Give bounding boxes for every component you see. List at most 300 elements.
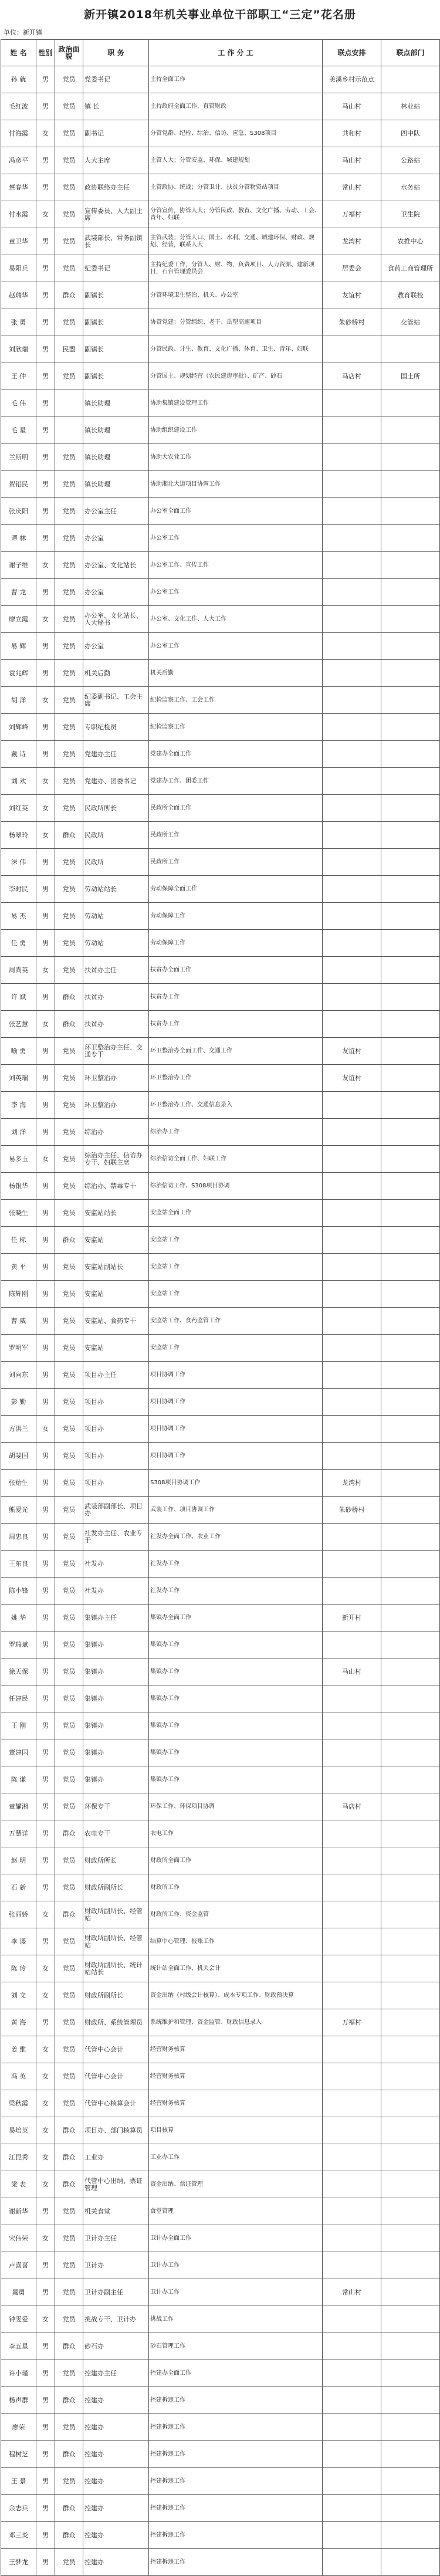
- table-row: [1, 1497, 440, 1524]
- liaison-point-cell: [323, 2414, 381, 2441]
- table-row: [1, 498, 440, 525]
- position-cell: 控建办: [83, 2414, 149, 2441]
- page-title: 新开镇2018年机关事业单位干部职工“三定”花名册: [84, 8, 356, 21]
- work-division-cell: 分管国土、规划经营（农民建房审批）、矿产、砂石: [149, 363, 323, 390]
- gender-cell: 男: [36, 1308, 55, 1335]
- gender-cell: 女: [36, 2117, 55, 2144]
- gender-cell: 男: [36, 1847, 55, 1874]
- work-division-cell: 系统维护和管理、资金监管、财政信息录入: [149, 2009, 323, 2036]
- political-status-cell: [55, 390, 83, 417]
- name-cell: 万慧详: [1, 1820, 36, 1847]
- position-cell: 社发办: [83, 1551, 149, 1578]
- liaison-point-cell: [323, 633, 381, 660]
- table-row: [1, 1119, 440, 1146]
- table-row: [1, 1578, 440, 1605]
- political-status-cell: 党员: [55, 444, 83, 471]
- gender-cell: 男: [36, 228, 55, 255]
- political-status-cell: 党员: [55, 1605, 83, 1631]
- liaison-department-cell: [381, 822, 440, 849]
- work-division-cell: 社发办工作: [149, 1551, 323, 1578]
- table-row: [1, 1847, 440, 1874]
- name-cell: 付水霞: [1, 201, 36, 228]
- work-division-cell: 劳动保障工作: [149, 930, 323, 957]
- political-status-cell: 党员: [55, 471, 83, 498]
- liaison-point-cell: [323, 903, 381, 930]
- name-cell: 赵 明: [1, 1847, 36, 1874]
- position-cell: 财政所副所长、统计站站长: [83, 1955, 149, 1982]
- liaison-department-cell: [381, 552, 440, 579]
- position-cell: 安监站站长: [83, 1200, 149, 1227]
- gender-cell: 女: [36, 120, 55, 147]
- table-row: [1, 1928, 440, 1955]
- gender-cell: 女: [36, 768, 55, 795]
- work-division-cell: 党建办工作、团委工作: [149, 768, 323, 795]
- name-cell: 方洪兰: [1, 1416, 36, 1443]
- gender-cell: 男: [36, 93, 55, 120]
- table-row: [1, 2252, 440, 2279]
- liaison-point-cell: [323, 741, 381, 768]
- position-cell: 办公室、文化站长、人大秘书: [83, 606, 149, 633]
- political-status-cell: 党员: [55, 2360, 83, 2387]
- liaison-department-cell: [381, 1793, 440, 1820]
- gender-cell: 男: [36, 1820, 55, 1847]
- liaison-point-cell: [323, 1739, 381, 1766]
- liaison-department-cell: [381, 984, 440, 1011]
- liaison-point-cell: [323, 984, 381, 1011]
- name-cell: 邓三炎: [1, 2522, 36, 2549]
- liaison-department-cell: [381, 1362, 440, 1389]
- liaison-department-cell: [381, 2495, 440, 2522]
- liaison-department-cell: [381, 417, 440, 444]
- name-cell: 周忠良: [1, 1524, 36, 1551]
- position-cell: 机关后勤: [83, 660, 149, 687]
- political-status-cell: 党员: [55, 93, 83, 120]
- position-cell: 扶贫办: [83, 984, 149, 1011]
- liaison-point-cell: 友谊村: [323, 282, 381, 309]
- name-cell: 刘 洋: [1, 1119, 36, 1146]
- liaison-point-cell: [323, 2468, 381, 2495]
- table-row: [1, 1874, 440, 1901]
- liaison-department-cell: [381, 1443, 440, 1470]
- position-cell: 控建办主任: [83, 2360, 149, 2387]
- liaison-department-cell: [381, 687, 440, 714]
- gender-cell: 男: [36, 255, 55, 282]
- liaison-point-cell: [323, 687, 381, 714]
- work-division-cell: 项目协调工作: [149, 1362, 323, 1389]
- table-row: [1, 1362, 440, 1389]
- liaison-department-cell: 四中队: [381, 120, 440, 147]
- liaison-department-cell: [381, 2414, 440, 2441]
- work-division-cell: 工业办工作: [149, 2144, 323, 2171]
- name-cell: 曹 龙: [1, 579, 36, 606]
- political-status-cell: 群众: [55, 2387, 83, 2414]
- liaison-point-cell: [323, 498, 381, 525]
- work-division-cell: 社发办全面工作、农业工作: [149, 1524, 323, 1551]
- liaison-point-cell: [323, 1362, 381, 1389]
- political-status-cell: 党员: [55, 1146, 83, 1173]
- work-division-cell: 集镇办工作: [149, 1766, 323, 1793]
- work-division-cell: 集镇办工作: [149, 1631, 323, 1658]
- political-status-cell: 群众: [55, 822, 83, 849]
- name-cell: 陈小锋: [1, 1578, 36, 1605]
- liaison-department-cell: 国土所: [381, 363, 440, 390]
- political-status-cell: 党员: [55, 1766, 83, 1793]
- liaison-point-cell: 朱砂桥村: [323, 309, 381, 336]
- position-cell: 纪委副书记、工会主席: [83, 687, 149, 714]
- table-row: [1, 768, 440, 795]
- table-row: [1, 822, 440, 849]
- liaison-point-cell: [323, 2198, 381, 2225]
- table-row: [1, 93, 440, 120]
- gender-cell: 男: [36, 1605, 55, 1631]
- liaison-department-cell: [381, 1847, 440, 1874]
- liaison-point-cell: [323, 2090, 381, 2117]
- work-division-cell: 食堂管理: [149, 2198, 323, 2225]
- name-cell: 熊爱光: [1, 1497, 36, 1524]
- name-cell: 冯 英: [1, 2063, 36, 2090]
- header-row: [1, 40, 440, 66]
- liaison-department-cell: [381, 903, 440, 930]
- table-row: [1, 2333, 440, 2360]
- table-row: [1, 1092, 440, 1119]
- gender-cell: 男: [36, 1793, 55, 1820]
- gender-cell: 女: [36, 1901, 55, 1928]
- gender-cell: 男: [36, 1443, 55, 1470]
- liaison-point-cell: [323, 2144, 381, 2171]
- liaison-point-cell: [323, 1335, 381, 1362]
- gender-cell: 男: [36, 282, 55, 309]
- gender-cell: 女: [36, 795, 55, 822]
- liaison-department-cell: [381, 2333, 440, 2360]
- position-cell: 扶贫办主任: [83, 957, 149, 984]
- gender-cell: 男: [36, 2414, 55, 2441]
- work-division-cell: 财政所全面工作: [149, 1847, 323, 1874]
- name-cell: 胡斐国: [1, 1443, 36, 1470]
- name-cell: 易多玉: [1, 1146, 36, 1173]
- liaison-point-cell: [323, 2306, 381, 2333]
- position-cell: 党委书记: [83, 66, 149, 93]
- political-status-cell: 党员: [55, 1335, 83, 1362]
- header-liaison-point: 联点安排: [323, 40, 381, 66]
- position-cell: 镇长助理: [83, 417, 149, 444]
- gender-cell: 男: [36, 1578, 55, 1605]
- liaison-department-cell: [381, 2171, 440, 2198]
- position-cell: 挑战专干、卫计办: [83, 2306, 149, 2333]
- liaison-point-cell: 友谊村: [323, 1065, 381, 1092]
- work-division-cell: 党建办全面工作: [149, 741, 323, 768]
- table-row: [1, 174, 440, 201]
- political-status-cell: 党员: [55, 2414, 83, 2441]
- work-division-cell: 项目核算: [149, 2117, 323, 2144]
- liaison-point-cell: [323, 1200, 381, 1227]
- political-status-cell: 党员: [55, 309, 83, 336]
- work-division-cell: 主持全面工作: [149, 66, 323, 93]
- political-status-cell: 党员: [55, 1308, 83, 1335]
- work-division-cell: 集镇办工作: [149, 1712, 323, 1739]
- work-division-cell: 协助湘北大道项目协调工作: [149, 471, 323, 498]
- position-cell: 财政所所长: [83, 1847, 149, 1874]
- gender-cell: 男: [36, 660, 55, 687]
- name-cell: 任 标: [1, 1227, 36, 1254]
- work-division-cell: 卫计办全面工作: [149, 2225, 323, 2252]
- name-cell: 王 景: [1, 2468, 36, 2495]
- position-cell: 副镇长: [83, 309, 149, 336]
- name-cell: 戴 诗: [1, 741, 36, 768]
- liaison-department-cell: [381, 1658, 440, 1685]
- gender-cell: 女: [36, 2225, 55, 2252]
- gender-cell: 女: [36, 2171, 55, 2198]
- table-row: [1, 1065, 440, 1092]
- position-cell: 宣传委员、人大副主席: [83, 201, 149, 228]
- position-cell: 卫计办: [83, 2252, 149, 2279]
- header-gender: 性别: [36, 40, 55, 66]
- political-status-cell: 党员: [55, 174, 83, 201]
- table-row: [1, 2225, 440, 2252]
- position-cell: 代管中心出纳、票证管理: [83, 2171, 149, 2198]
- name-cell: 毛红波: [1, 93, 36, 120]
- work-division-cell: 资金出纳、票证管理: [149, 2171, 323, 2198]
- liaison-point-cell: 龙湾村: [323, 1470, 381, 1497]
- liaison-department-cell: [381, 2252, 440, 2279]
- position-cell: 安监站、食药专干: [83, 1308, 149, 1335]
- political-status-cell: 党员: [55, 687, 83, 714]
- political-status-cell: 党员: [55, 1631, 83, 1658]
- table-row: [1, 2171, 440, 2198]
- position-cell: 综治办: [83, 1119, 149, 1146]
- position-cell: 集镇办: [83, 1712, 149, 1739]
- gender-cell: 女: [36, 2063, 55, 2090]
- name-cell: 许 斌: [1, 984, 36, 1011]
- liaison-point-cell: [323, 1146, 381, 1173]
- liaison-department-cell: [381, 2279, 440, 2306]
- position-cell: 卫计办主任: [83, 2225, 149, 2252]
- political-status-cell: 党员: [55, 1874, 83, 1901]
- position-cell: 工业办: [83, 2144, 149, 2171]
- political-status-cell: 党员: [55, 741, 83, 768]
- political-status-cell: 党员: [55, 714, 83, 741]
- position-cell: 办公室: [83, 633, 149, 660]
- table-row: [1, 1470, 440, 1497]
- liaison-point-cell: [323, 1631, 381, 1658]
- position-cell: 民政所所长: [83, 795, 149, 822]
- position-cell: 社发办主任、农业专干: [83, 1524, 149, 1551]
- table-row: [1, 1685, 440, 1712]
- political-status-cell: 党员: [55, 1038, 83, 1065]
- name-cell: 廖立霞: [1, 606, 36, 633]
- work-division-cell: 集镇办工作: [149, 1739, 323, 1766]
- work-division-cell: 控建拆违工作: [149, 2522, 323, 2549]
- work-division-cell: 武装工作、项目协调工作: [149, 1497, 323, 1524]
- gender-cell: 男: [36, 309, 55, 336]
- position-cell: 劳动站站长: [83, 876, 149, 903]
- table-row: [1, 1200, 440, 1227]
- position-cell: 社发办: [83, 1578, 149, 1605]
- political-status-cell: 群众: [55, 1820, 83, 1847]
- gender-cell: 男: [36, 903, 55, 930]
- work-division-cell: 环卫整治办工作、交通信息录入: [149, 1092, 323, 1119]
- liaison-point-cell: 龙湾村: [323, 228, 381, 255]
- gender-cell: 男: [36, 1362, 55, 1389]
- liaison-point-cell: 马山村: [323, 147, 381, 174]
- position-cell: 副书记: [83, 120, 149, 147]
- liaison-point-cell: [323, 1416, 381, 1443]
- position-cell: 财政所副所长: [83, 1982, 149, 2009]
- table-row: [1, 2144, 440, 2171]
- liaison-department-cell: [381, 1631, 440, 1658]
- name-cell: 罗明军: [1, 1335, 36, 1362]
- header-liaison-department: 联点部门: [381, 40, 440, 66]
- political-status-cell: 党员: [55, 2225, 83, 2252]
- name-cell: 谭 林: [1, 525, 36, 552]
- name-cell: 刘欣瑞: [1, 336, 36, 363]
- work-division-cell: 控建拆违工作: [149, 2414, 323, 2441]
- work-division-cell: 统计站全面工作、机关会计: [149, 1955, 323, 1982]
- political-status-cell: 群众: [55, 2441, 83, 2468]
- work-division-cell: 集镇办工作: [149, 1685, 323, 1712]
- liaison-department-cell: 卫生院: [381, 201, 440, 228]
- unit-label: 单位：新开镇: [4, 29, 42, 36]
- liaison-department-cell: [381, 1685, 440, 1712]
- liaison-department-cell: [381, 2306, 440, 2333]
- political-status-cell: 党员: [55, 957, 83, 984]
- political-status-cell: 党员: [55, 1551, 83, 1578]
- work-division-cell: 分管民政、计生、教育、文化广播、体育、卫生、青年、妇联: [149, 336, 323, 363]
- name-cell: 蔡春华: [1, 174, 36, 201]
- name-cell: 任 勇: [1, 930, 36, 957]
- political-status-cell: 党员: [55, 903, 83, 930]
- table-row: [1, 1631, 440, 1658]
- political-status-cell: 党员: [55, 1658, 83, 1685]
- work-division-cell: 办公室工作、宣传工作: [149, 552, 323, 579]
- name-cell: 易培英: [1, 2117, 36, 2144]
- position-cell: 劳动站: [83, 903, 149, 930]
- work-division-cell: 环卫整治办工作: [149, 1065, 323, 1092]
- liaison-department-cell: [381, 1146, 440, 1173]
- gender-cell: 男: [36, 633, 55, 660]
- liaison-department-cell: [381, 2468, 440, 2495]
- name-cell: 张 勇: [1, 309, 36, 336]
- position-cell: 安监站: [83, 1281, 149, 1308]
- political-status-cell: 群众: [55, 1901, 83, 1928]
- liaison-department-cell: [381, 471, 440, 498]
- political-status-cell: 党员: [55, 1065, 83, 1092]
- table-row: [1, 1011, 440, 1038]
- gender-cell: 男: [36, 1281, 55, 1308]
- political-status-cell: 党员: [55, 930, 83, 957]
- position-cell: 副镇长: [83, 336, 149, 363]
- name-cell: 刘向东: [1, 1362, 36, 1389]
- table-row: [1, 606, 440, 633]
- position-cell: 项目办、部门核算员: [83, 2117, 149, 2144]
- liaison-department-cell: [381, 66, 440, 93]
- liaison-point-cell: [323, 1982, 381, 2009]
- liaison-department-cell: [381, 1254, 440, 1281]
- name-cell: 钟雯爱: [1, 2306, 36, 2333]
- table-row: [1, 336, 440, 363]
- political-status-cell: 党员: [55, 66, 83, 93]
- work-division-cell: 分管环境卫生整治、机关、办公室: [149, 282, 323, 309]
- liaison-point-cell: [323, 1173, 381, 1200]
- position-cell: 项目办: [83, 1389, 149, 1416]
- gender-cell: 男: [36, 2387, 55, 2414]
- position-cell: 安监站: [83, 1335, 149, 1362]
- gender-cell: 男: [36, 1389, 55, 1416]
- political-status-cell: 党员: [55, 1443, 83, 1470]
- liaison-department-cell: [381, 579, 440, 606]
- table-row: [1, 2198, 440, 2225]
- position-cell: 控建办: [83, 2522, 149, 2549]
- liaison-department-cell: [381, 1524, 440, 1551]
- name-cell: 梁 表: [1, 2171, 36, 2198]
- liaison-point-cell: [323, 1847, 381, 1874]
- political-status-cell: 群众: [55, 2117, 83, 2144]
- liaison-department-cell: 教育联校: [381, 282, 440, 309]
- work-division-cell: 办公室工作: [149, 525, 323, 552]
- work-division-cell: 社发办工作: [149, 1578, 323, 1605]
- work-division-cell: 安监站全面工作: [149, 1200, 323, 1227]
- liaison-point-cell: [323, 2333, 381, 2360]
- table-row: [1, 876, 440, 903]
- liaison-department-cell: 农推中心: [381, 228, 440, 255]
- name-cell: 任建民: [1, 1685, 36, 1712]
- work-division-cell: 办公室工作: [149, 579, 323, 606]
- political-status-cell: 党员: [55, 201, 83, 228]
- name-cell: 谢子维: [1, 552, 36, 579]
- political-status-cell: 党员: [55, 768, 83, 795]
- position-cell: 项目办: [83, 1470, 149, 1497]
- gender-cell: 女: [36, 2090, 55, 2117]
- position-cell: 办公室: [83, 525, 149, 552]
- position-cell: 代管中心核算会计: [83, 2090, 149, 2117]
- name-cell: 赵瑞华: [1, 282, 36, 309]
- table-row: [1, 660, 440, 687]
- political-status-cell: 群众: [55, 2171, 83, 2198]
- work-division-cell: 安监站工作: [149, 1254, 323, 1281]
- gender-cell: 男: [36, 2198, 55, 2225]
- political-status-cell: 群众: [55, 282, 83, 309]
- liaison-point-cell: [323, 2117, 381, 2144]
- work-division-cell: 协助组织建设工作: [149, 417, 323, 444]
- table-row: [1, 552, 440, 579]
- table-row: [1, 1820, 440, 1847]
- liaison-point-cell: [323, 660, 381, 687]
- liaison-department-cell: [381, 741, 440, 768]
- gender-cell: 男: [36, 1524, 55, 1551]
- gender-cell: 男: [36, 2495, 55, 2522]
- gender-cell: 男: [36, 1928, 55, 1955]
- name-cell: 易阳兵: [1, 255, 36, 282]
- table-row: [1, 147, 440, 174]
- gender-cell: 男: [36, 1739, 55, 1766]
- liaison-department-cell: [381, 660, 440, 687]
- table-row: [1, 1281, 440, 1308]
- liaison-department-cell: [381, 2144, 440, 2171]
- liaison-point-cell: [323, 2441, 381, 2468]
- liaison-department-cell: [381, 1065, 440, 1092]
- gender-cell: 男: [36, 2549, 55, 2576]
- liaison-point-cell: 马山村: [323, 1658, 381, 1685]
- political-status-cell: 群众: [55, 2522, 83, 2549]
- liaison-department-cell: [381, 1011, 440, 1038]
- gender-cell: 男: [36, 579, 55, 606]
- work-division-cell: 纪检监察工作、工会工作: [149, 687, 323, 714]
- liaison-point-cell: [323, 444, 381, 471]
- gender-cell: 男: [36, 417, 55, 444]
- work-division-cell: 综治办工作: [149, 1119, 323, 1146]
- table-row: [1, 2063, 440, 2090]
- liaison-department-cell: [381, 2225, 440, 2252]
- table-row: [1, 2522, 440, 2549]
